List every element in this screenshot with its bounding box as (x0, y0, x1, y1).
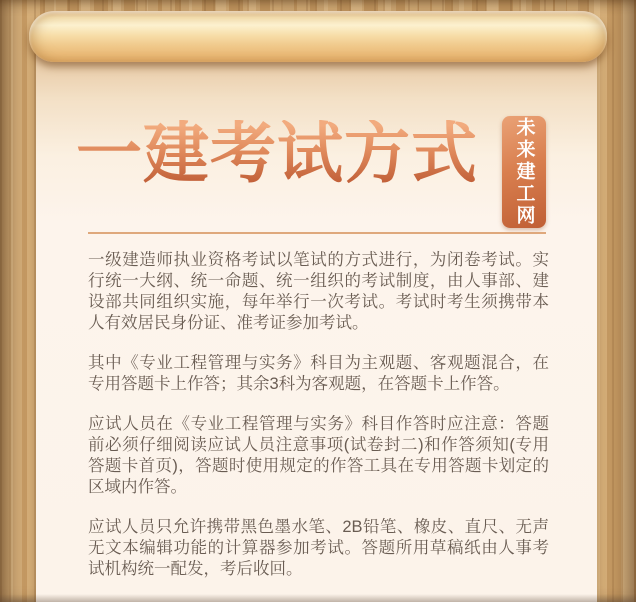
paragraph-answer-notes: 应试人员在《专业工程管理与实务》科目作答时应注意：答题前必须仔细阅读应试人员注意事项(试卷封二)和作答须知(专用答题卡首页)，答题时使用规定的作答工具在专用答题卡划定的区域内作答。 (88, 415, 549, 496)
brand-badge (502, 116, 546, 228)
paragraph-exam-format: 一级建造师执业资格考试以笔试的方式进行，为闭卷考试。实行统一大纲、统一命题、统一组织的考试制度，由人事部、建设部共同组织实施，每年举行一次考试。考试时考生须携带本人有效居民身份证、准考证参加考试。 (88, 251, 549, 332)
paper-scroll-sheet (36, 30, 597, 602)
poster-title: 一建考试方式 (76, 118, 478, 191)
brand-badge-label: 未来建工网 (513, 117, 535, 227)
body-content (88, 250, 549, 580)
scroll-top-roll (29, 11, 607, 62)
title-divider (88, 232, 546, 234)
paragraph-allowed-items: 应试人员只允许携带黑色墨水笔、2B铅笔、橡皮、直尺、无声无文本编辑功能的计算器参加考试。答题所用草稿纸由人事考试机构统一配发，考后收回。 (88, 518, 549, 578)
paragraph-subject-types: 其中《专业工程管理与实务》科目为主观题、客观题混合，在专用答题卡上作答；其余3科为客观题，在答题卡上作答。 (88, 354, 549, 393)
